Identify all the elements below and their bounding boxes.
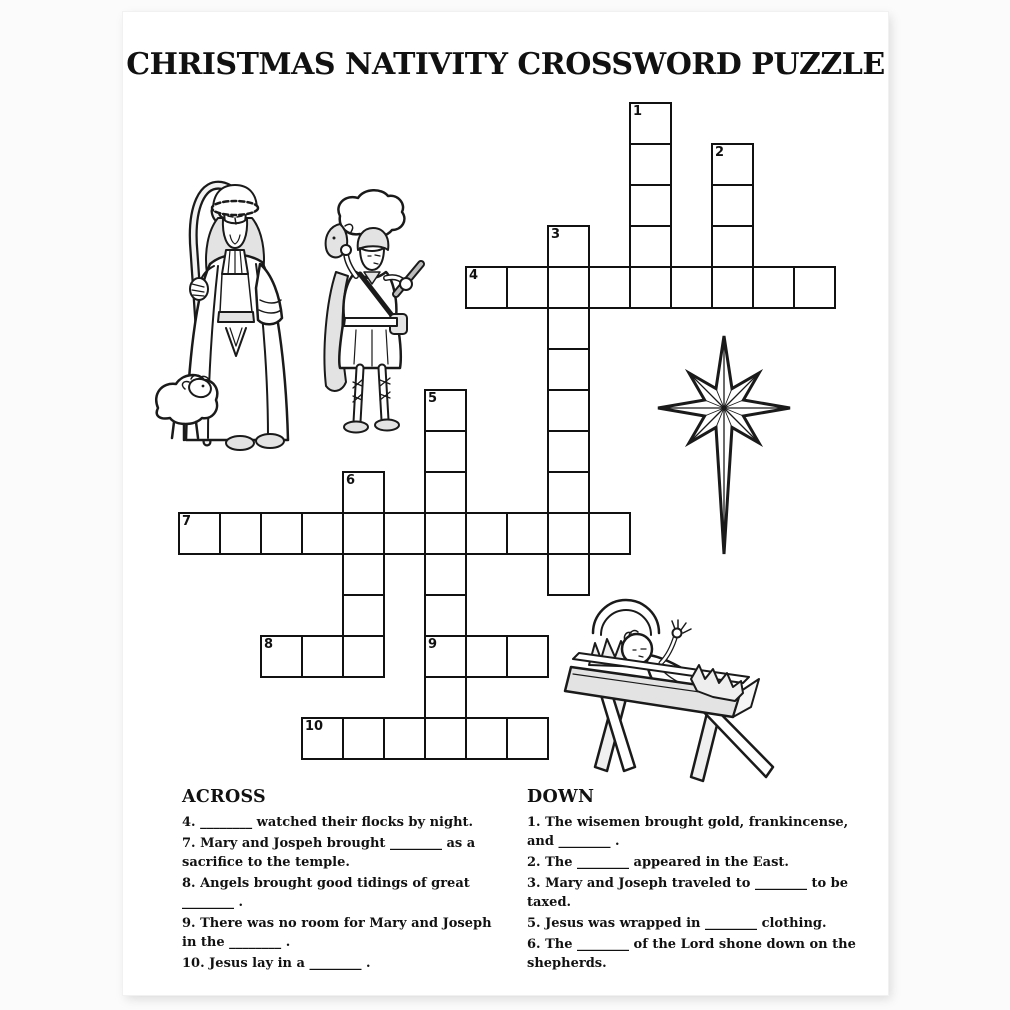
across-clue-4: 4. ________ watched their flocks by night.	[182, 815, 474, 830]
down-clues-section	[527, 787, 861, 975]
crossword-cell-r4c10[interactable]	[588, 266, 631, 309]
crossword-cell-r10c6[interactable]	[424, 512, 467, 555]
crossword-cell-r13c8[interactable]	[506, 635, 549, 678]
cell-number: 10	[305, 719, 324, 734]
crossword-cell-r15c7[interactable]	[465, 717, 508, 760]
crossword-cell-r4c7[interactable]	[465, 266, 508, 309]
crossword-cell-r1c13[interactable]	[711, 143, 754, 186]
cell-number: 7	[182, 514, 192, 529]
down-heading: DOWN	[527, 787, 595, 807]
cell-number: 6	[346, 473, 356, 488]
crossword-cell-r15c6[interactable]	[424, 717, 467, 760]
crossword-cell-r4c14[interactable]	[752, 266, 795, 309]
crossword-cell-r12c6[interactable]	[424, 594, 467, 637]
crossword-cell-r9c6[interactable]	[424, 471, 467, 514]
down-clue-1: 1. The wisemen brought gold, frankincense, and ________ .	[527, 815, 849, 849]
crossword-cell-r3c13[interactable]	[711, 225, 754, 268]
crossword-cell-r10c9[interactable]	[547, 512, 590, 555]
crossword-cell-r14c6[interactable]	[424, 676, 467, 719]
crossword-cell-r11c6[interactable]	[424, 553, 467, 596]
crossword-cell-r6c9[interactable]	[547, 348, 590, 391]
crossword-cell-r15c8[interactable]	[506, 717, 549, 760]
across-clue-7: 7. Mary and Jospeh brought ________ as a sacrifice to the temple.	[182, 836, 476, 870]
down-clue-2: 2. The ________ appeared in the East.	[527, 855, 789, 870]
across-heading: ACROSS	[182, 787, 266, 807]
crossword-cell-r10c3[interactable]	[301, 512, 344, 555]
crossword-cell-r10c10[interactable]	[588, 512, 631, 555]
crossword-cell-r10c8[interactable]	[506, 512, 549, 555]
star-of-bethlehem-illustration	[650, 328, 798, 556]
crossword-cell-r9c4[interactable]	[342, 471, 385, 514]
down-clue-5: 5. Jesus was wrapped in ________ clothing.	[527, 916, 827, 931]
cell-number: 1	[633, 104, 643, 119]
cell-number: 8	[264, 637, 274, 652]
crossword-cell-r4c8[interactable]	[506, 266, 549, 309]
cell-number: 4	[469, 268, 479, 283]
crossword-cell-r15c3[interactable]	[301, 717, 344, 760]
across-clue-8: 8. Angels brought good tidings of great ________ .	[182, 876, 470, 910]
crossword-cell-r9c9[interactable]	[547, 471, 590, 514]
down-clue-list	[527, 813, 861, 973]
crossword-cell-r13c6[interactable]	[424, 635, 467, 678]
crossword-cell-r7c6[interactable]	[424, 389, 467, 432]
down-clue-3: 3. Mary and Joseph traveled to ________ to be taxed.	[527, 876, 849, 910]
cell-number: 9	[428, 637, 438, 652]
worksheet-page	[123, 12, 888, 995]
crossword-cell-r11c9[interactable]	[547, 553, 590, 596]
cell-number: 5	[428, 391, 438, 406]
crossword-cell-r3c11[interactable]	[629, 225, 672, 268]
crossword-cell-r13c4[interactable]	[342, 635, 385, 678]
crossword-cell-r4c11[interactable]	[629, 266, 672, 309]
crossword-cell-r7c9[interactable]	[547, 389, 590, 432]
crossword-cell-r2c11[interactable]	[629, 184, 672, 227]
down-clue-6: 6. The ________ of the Lord shone down on the shepherds.	[527, 937, 856, 971]
crossword-cell-r10c4[interactable]	[342, 512, 385, 555]
across-clues-section	[182, 787, 502, 975]
crossword-cell-r10c2[interactable]	[260, 512, 303, 555]
cell-number: 3	[551, 227, 561, 242]
cell-number: 2	[715, 145, 725, 160]
page-title: CHRISTMAS NATIVITY CROSSWORD PUZZLE	[126, 47, 885, 82]
crossword-cell-r4c9[interactable]	[547, 266, 590, 309]
shepherds-illustration	[140, 168, 425, 464]
baby-jesus-manger-illustration	[563, 593, 778, 788]
crossword-cell-r4c15[interactable]	[793, 266, 836, 309]
crossword-cell-r12c4[interactable]	[342, 594, 385, 637]
crossword-cell-r0c11[interactable]	[629, 102, 672, 145]
crossword-cell-r13c3[interactable]	[301, 635, 344, 678]
across-clue-10: 10. Jesus lay in a ________ .	[182, 956, 371, 971]
crossword-cell-r10c0[interactable]	[178, 512, 221, 555]
crossword-cell-r3c9[interactable]	[547, 225, 590, 268]
crossword-cell-r5c9[interactable]	[547, 307, 590, 350]
crossword-cell-r13c2[interactable]	[260, 635, 303, 678]
crossword-cell-r8c6[interactable]	[424, 430, 467, 473]
crossword-cell-r11c4[interactable]	[342, 553, 385, 596]
crossword-cell-r1c11[interactable]	[629, 143, 672, 186]
crossword-cell-r2c13[interactable]	[711, 184, 754, 227]
crossword-cell-r4c13[interactable]	[711, 266, 754, 309]
crossword-cell-r15c5[interactable]	[383, 717, 426, 760]
crossword-cell-r15c4[interactable]	[342, 717, 385, 760]
crossword-cell-r10c1[interactable]	[219, 512, 262, 555]
across-clue-list	[182, 813, 502, 973]
crossword-cell-r4c12[interactable]	[670, 266, 713, 309]
across-clue-9: 9. There was no room for Mary and Joseph in the ________ .	[182, 916, 492, 950]
crossword-cell-r10c7[interactable]	[465, 512, 508, 555]
crossword-cell-r13c7[interactable]	[465, 635, 508, 678]
crossword-cell-r8c9[interactable]	[547, 430, 590, 473]
crossword-cell-r10c5[interactable]	[383, 512, 426, 555]
